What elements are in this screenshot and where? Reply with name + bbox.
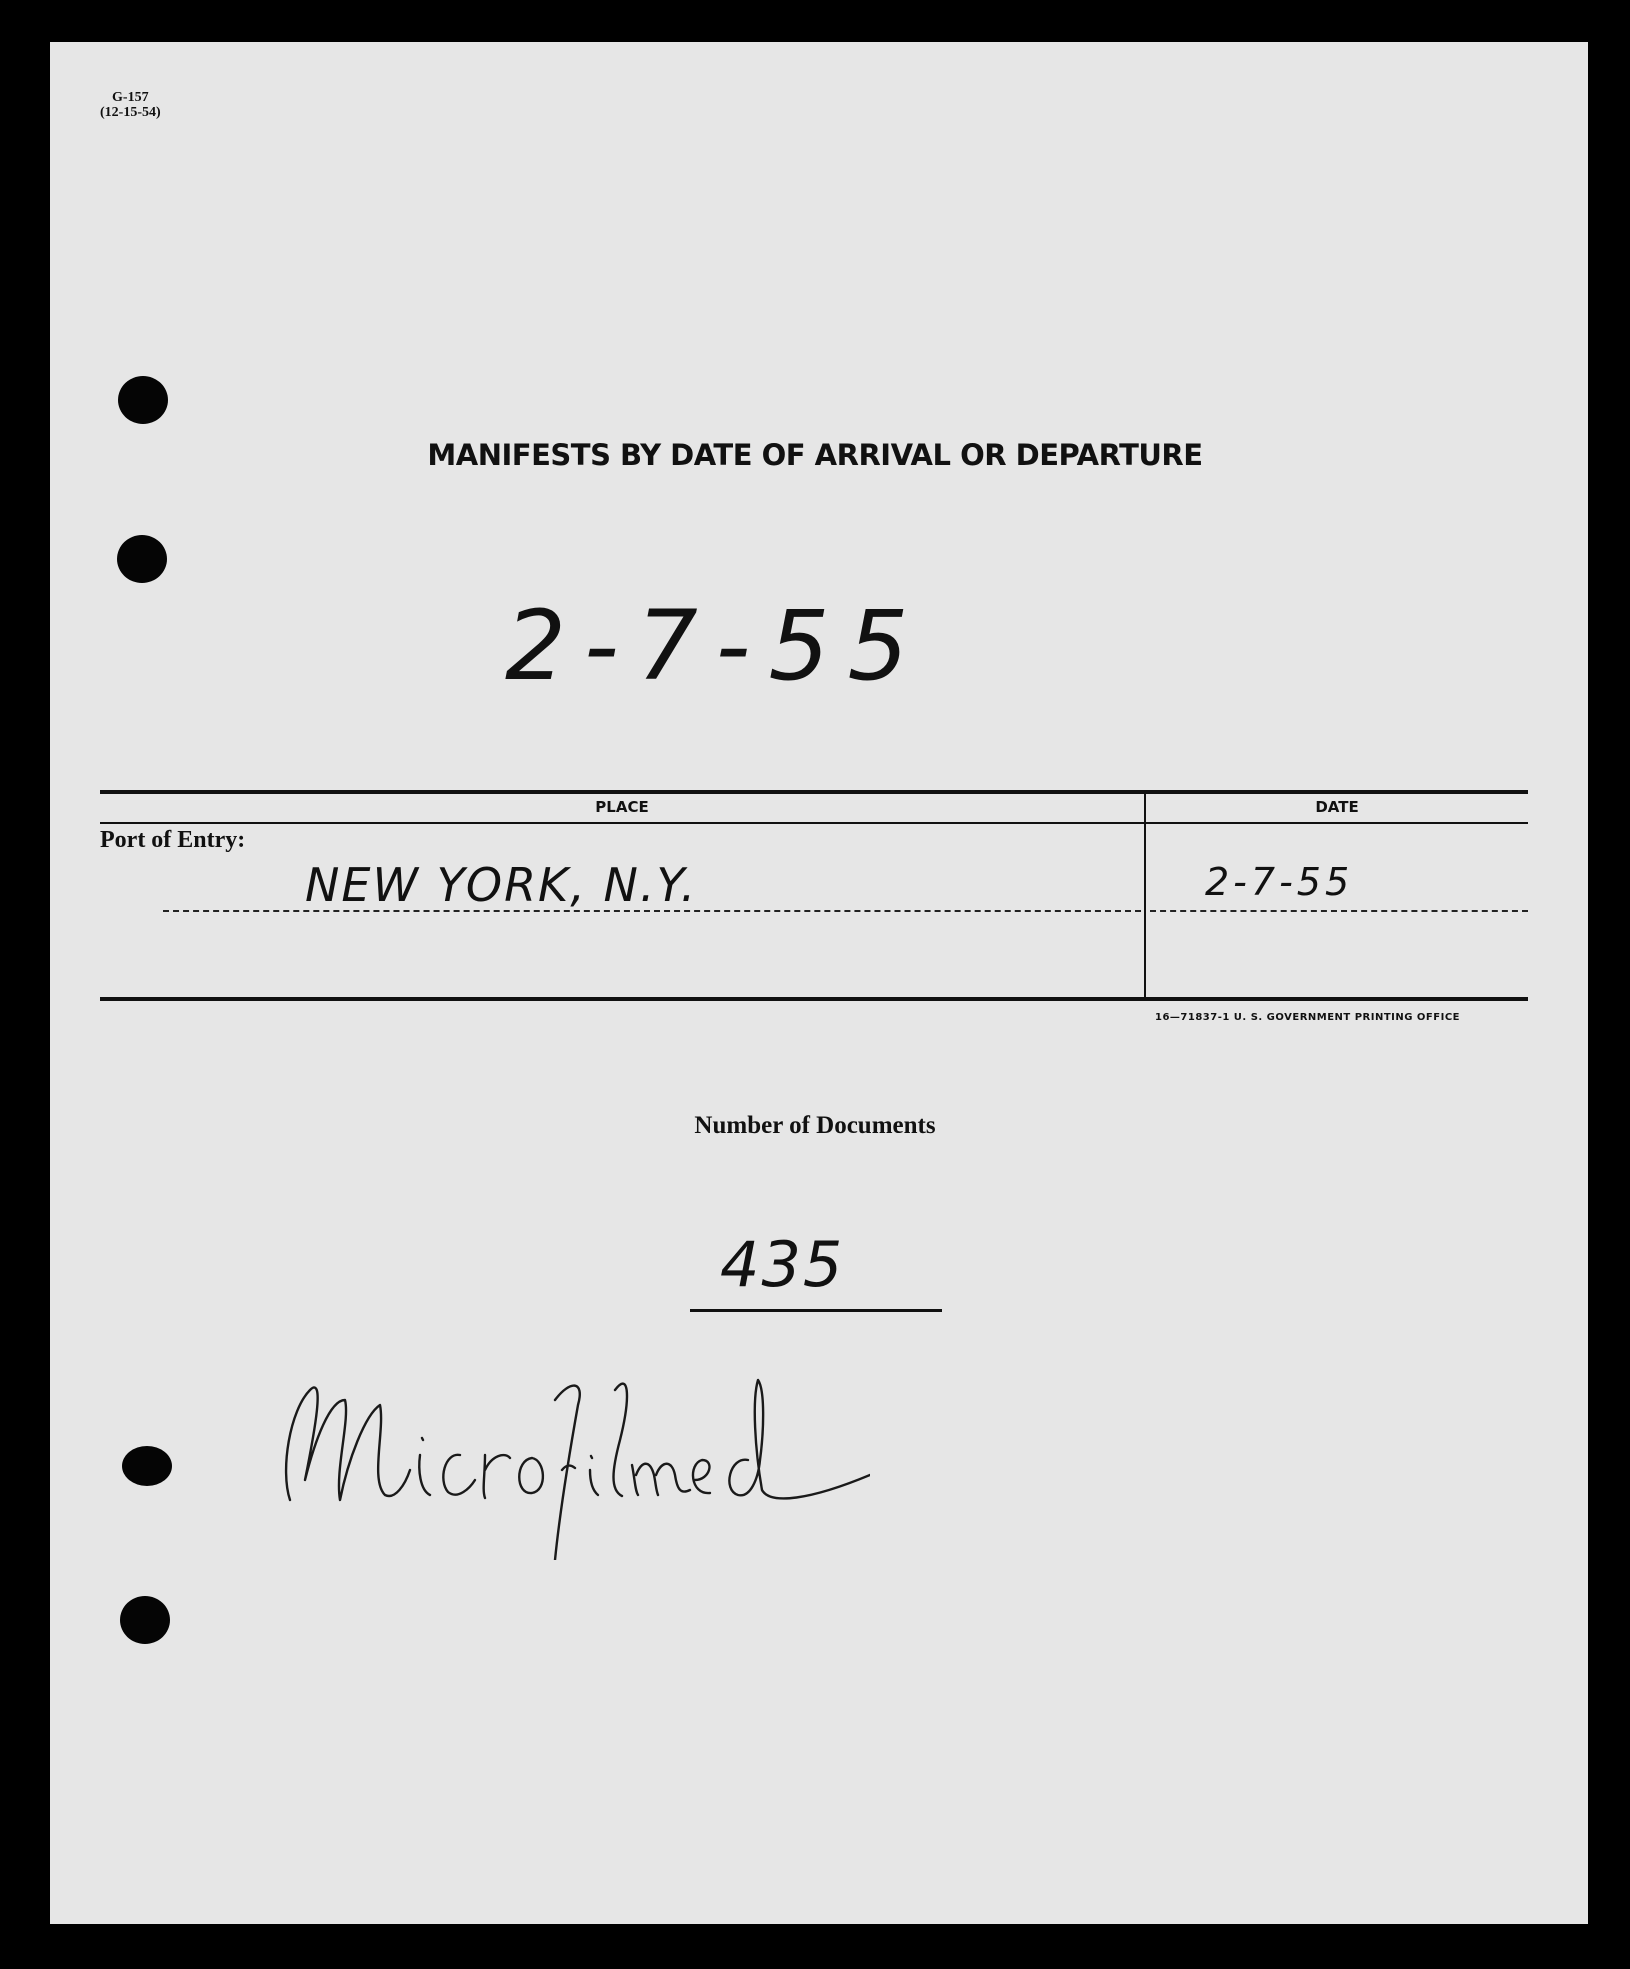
punch-hole bbox=[117, 535, 167, 583]
page-title: MANIFESTS BY DATE OF ARRIVAL OR DEPARTURE bbox=[427, 438, 1203, 472]
port-of-entry-label: Port of Entry: bbox=[100, 827, 246, 853]
punch-hole bbox=[120, 1596, 170, 1644]
printer-imprint: 16—71837-1 U. S. GOVERNMENT PRINTING OFFICE bbox=[1155, 1012, 1460, 1023]
document-page bbox=[50, 42, 1588, 1924]
table-column-divider bbox=[1144, 792, 1146, 998]
place-column-header: PLACE bbox=[595, 798, 649, 816]
table-bottom-rule bbox=[100, 997, 1528, 1001]
date-dotted-line bbox=[1150, 910, 1528, 912]
punch-hole bbox=[122, 1446, 172, 1486]
microfilmed-handwriting bbox=[270, 1360, 870, 1560]
number-of-documents-label: Number of Documents bbox=[694, 1112, 936, 1139]
place-dotted-line bbox=[163, 910, 1141, 912]
form-id: G-157 bbox=[112, 90, 149, 105]
number-of-documents-value: 435 bbox=[720, 1228, 845, 1301]
entry-date-value: 2-7-55 bbox=[1205, 860, 1354, 904]
form-revision: (12-15-54) bbox=[100, 105, 161, 120]
port-of-entry-value: NEW YORK, N.Y. bbox=[305, 858, 698, 912]
handwritten-date: 2-7-55 bbox=[505, 590, 927, 702]
count-underline bbox=[690, 1309, 942, 1312]
punch-hole bbox=[118, 376, 168, 424]
date-column-header: DATE bbox=[1315, 798, 1359, 816]
form-number bbox=[100, 90, 161, 120]
table-top-rule bbox=[100, 790, 1528, 794]
table-header-rule bbox=[100, 822, 1528, 824]
